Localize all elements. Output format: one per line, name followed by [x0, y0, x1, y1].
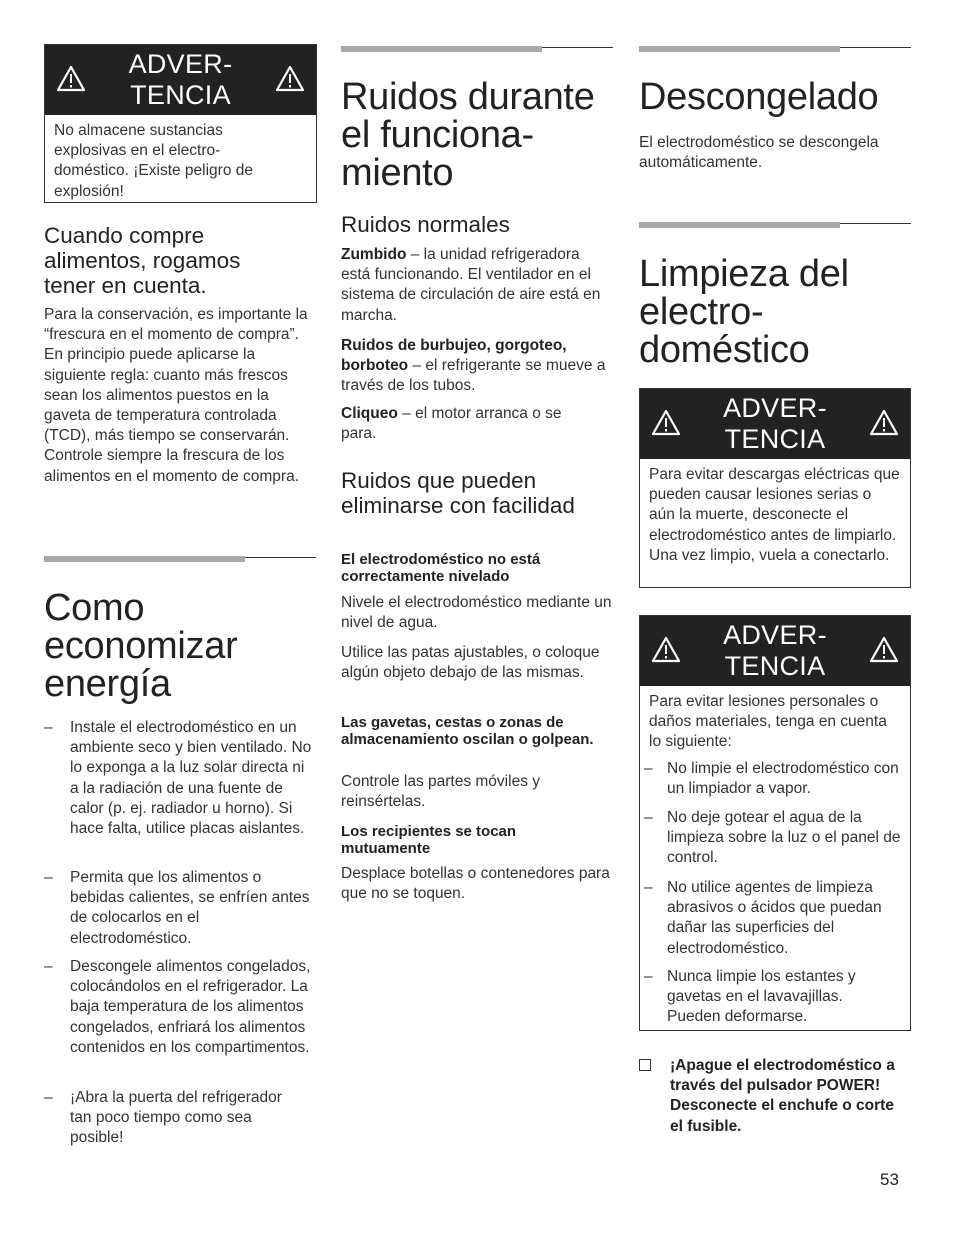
noise-heading [341, 78, 613, 192]
cleaning-heading-line3: doméstico [639, 329, 810, 371]
warning-header [45, 45, 316, 115]
warning-title-line2: TENCIA [724, 424, 826, 454]
warning-intro: Para evitar lesiones personales o daños materiales, tenga en cuenta lo siguiente: [649, 693, 887, 751]
warning-box-cleaning [639, 615, 911, 1031]
noise-heading-line1: Ruidos durante [341, 76, 595, 118]
warning-title-line2: TENCIA [130, 80, 231, 110]
checkbox-icon [639, 1059, 651, 1071]
energy-heading [44, 589, 316, 703]
buy-heading: Cuando compre alimentos, rogamos tener en cuenta. [44, 223, 241, 298]
warning-title-line2: TENCIA [724, 651, 826, 681]
subheading: El electrodoméstico no está correctamente nivelado [341, 551, 541, 585]
energy-heading-line1: Como [44, 587, 145, 629]
list-item [44, 868, 316, 948]
normal-noise-item [341, 245, 613, 326]
normal-noise-item [341, 336, 613, 397]
list-item-text: No limpie el electrodoméstico con un limpiador a vapor. [667, 760, 899, 798]
list-item-text: Descongele alimentos congelados, colocándolos en el refrigerador. La baja temperatura de los alimentos congelados, enfriará los alimentos contenidos en los compartimentos. [70, 958, 311, 1056]
list-item [640, 967, 902, 1029]
section-rule [44, 557, 316, 558]
dash: – [44, 958, 53, 975]
list-item-text: No utilice agentes de limpieza abrasivos o ácidos que puedan dañar las superficies del electrodoméstico. [667, 879, 882, 957]
paragraph: Utilice las patas ajustables, o coloque algún objeto debajo de las mismas. [341, 644, 600, 682]
term-text: – el refrigerante se mueve a través de los tubos. [341, 357, 606, 395]
buy-text: Para la conservación, es importante la “frescura en el momento de compra”. En principio puede aplicarse la siguiente regla: cuanto más frescos sean los alimentos puestos en la gaveta de temperatura controlada (TCD), más tiempo se conservarán. Controle siempre la frescura de los alimentos en el momento de compra. [44, 306, 308, 485]
energy-heading-line2: economizar [44, 625, 238, 667]
term-text: – la unidad refrigeradora está funcionando. El ventilador en el sistema de circulación de aire está en marcha. [341, 246, 601, 324]
defrost-text: El electrodoméstico se descongela automáticamente. [639, 134, 879, 172]
cleaning-heading [639, 255, 911, 369]
term: Ruidos de burbujeo, gorgoteo, borboteo [341, 337, 567, 375]
cleaning-heading-line2: electro- [639, 291, 764, 333]
paragraph: Controle las partes móviles y reinsértelas. [341, 773, 540, 811]
dash: – [644, 879, 653, 896]
noise-heading-line3: miento [341, 152, 454, 194]
removable-noise-heading: Ruidos que pueden eliminarse con facilidad [341, 468, 575, 518]
dash: – [644, 968, 653, 985]
list-item-text: Nunca limpie los estantes y gavetas en el lavavajillas. Pueden deformarse. [667, 968, 856, 1026]
warning-body: Para evitar descargas eléctricas que pueden causar lesiones serias o aún la muerte, desconecte el electrodoméstico antes de limpiarlo. Una vez limpio, vuela a conectarlo. [649, 466, 900, 564]
dash: – [44, 869, 53, 886]
warning-title-line1: ADVER- [723, 393, 827, 423]
list-item-text: No deje gotear el agua de la limpieza sobre la luz o el panel de control. [667, 809, 901, 867]
section-rule [639, 47, 911, 48]
list-item [44, 718, 316, 858]
list-item-text: Permita que los alimentos o bebidas calientes, se enfríen antes de colocarlos en el electrodoméstico. [70, 869, 310, 947]
warning-triangle-icon [869, 409, 899, 436]
noise-heading-line2: el funciona- [341, 114, 534, 156]
warning-body: No almacene sustancias explosivas en el electro-doméstico. ¡Existe peligro de explosión! [54, 122, 254, 200]
dash: – [44, 719, 53, 736]
list-item [640, 878, 902, 960]
paragraph: Nivele el electrodoméstico mediante un nivel de agua. [341, 594, 612, 632]
term: Zumbido [341, 246, 407, 263]
warning-box-explosion [44, 44, 317, 203]
warning-triangle-icon [869, 636, 899, 663]
warning-box-electric [639, 388, 911, 588]
cleaning-heading-line1: Limpieza del [639, 253, 849, 295]
list-item-text: Instale el electrodoméstico en un ambiente seco y bien ventilado. No lo exponga a la luz solar directa ni a la radiación de una fuente de calor (p. ej. radiador u horno). Si hace falta, utilice placas aislantes. [70, 719, 312, 838]
term: Cliqueo [341, 405, 398, 422]
warning-header [640, 616, 910, 686]
paragraph: Desplace botellas o contenedores para que no se toquen. [341, 865, 610, 903]
subheading: Los recipientes se tocan mutuamente [341, 823, 517, 857]
dash: – [44, 1089, 53, 1106]
list-item [640, 808, 902, 870]
term-text: – el motor arranca o se para. [341, 405, 562, 443]
warning-triangle-icon [275, 65, 305, 92]
page-number: 53 [880, 1170, 899, 1189]
step-text: ¡Apague el electrodoméstico a través del pulsador POWER! Desconecte el enchufe o corte el fusible. [670, 1057, 895, 1135]
list-item [44, 957, 316, 1077]
warning-title-line1: ADVER- [723, 620, 827, 650]
subheading: Las gavetas, cestas o zonas de almacenamiento oscilan o golpean. [341, 714, 594, 748]
section-rule [639, 223, 911, 224]
defrost-heading: Descongelado [639, 76, 879, 118]
list-item-text: ¡Abra la puerta del refrigerador tan poco tiempo como sea posible! [70, 1089, 282, 1147]
dash: – [644, 760, 653, 777]
warning-header [640, 389, 910, 459]
normal-noise-item [341, 404, 591, 444]
list-item [640, 759, 902, 804]
section-rule [341, 47, 613, 48]
dash: – [644, 809, 653, 826]
list-item [44, 1088, 316, 1148]
normal-noise-heading: Ruidos normales [341, 212, 510, 237]
energy-heading-line3: energía [44, 663, 171, 705]
warning-title-line1: ADVER- [128, 49, 233, 79]
